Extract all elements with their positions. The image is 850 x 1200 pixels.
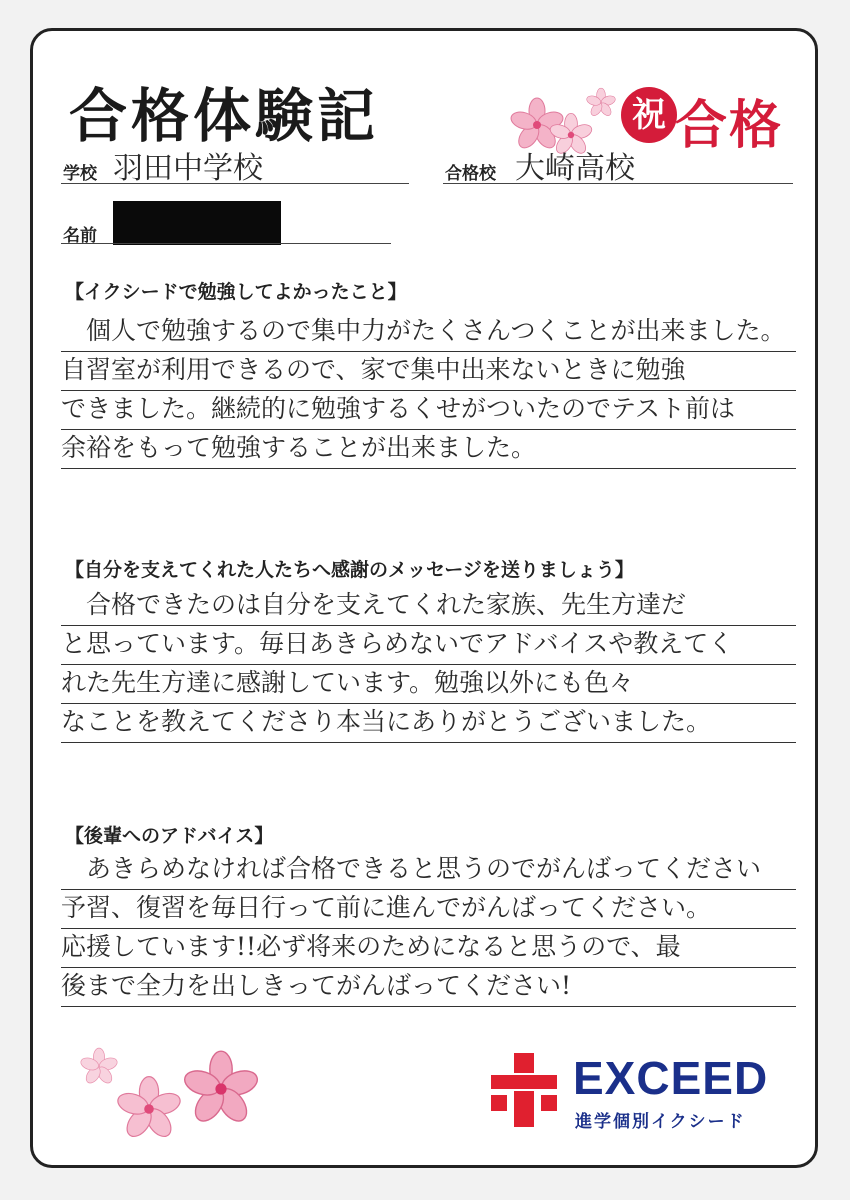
logo-subtitle: 進学個別イクシード bbox=[575, 1112, 746, 1132]
text-line: 合格できたのは自分を支えてくれた家族、先生方達だ bbox=[61, 587, 796, 626]
section-heading-thanks: 【自分を支えてくれた人たちへ感謝のメッセージを送りましょう】 bbox=[65, 559, 634, 581]
exceed-cross-icon bbox=[485, 1051, 563, 1129]
text-line: 余裕をもって勉強することが出来ました。 bbox=[61, 430, 796, 469]
passed-school-underline bbox=[443, 183, 793, 184]
text-line: できました。継続的に勉強するくせがついたのでテスト前は bbox=[61, 391, 796, 430]
testimonial-card bbox=[30, 28, 818, 1168]
section-heading-benefits: 【イクシードで勉強してよかったこと】 bbox=[65, 281, 407, 303]
name-label: 名前 bbox=[63, 226, 97, 246]
text-line: 後まで全力を出しきってがんばってください! bbox=[61, 968, 796, 1007]
text-line: 自習室が利用できるので、家で集中出来ないときに勉強 bbox=[61, 352, 796, 391]
advice-text bbox=[61, 851, 796, 1007]
logo-name: EXCEED bbox=[573, 1052, 769, 1104]
name-underline bbox=[61, 243, 391, 244]
sakura-footer-icon bbox=[69, 1037, 269, 1147]
text-line: れた先生方達に感謝しています。勉強以外にも色々 bbox=[61, 665, 796, 704]
text-line: 予習、復習を毎日行って前に進んでがんばってください。 bbox=[61, 890, 796, 929]
text-line: 個人で勉強するので集中力がたくさんつくことが出来ました。 bbox=[61, 313, 796, 352]
page-title: 合格体験記 bbox=[69, 82, 380, 150]
pass-label: 合格 bbox=[675, 96, 784, 156]
thanks-text bbox=[61, 587, 796, 743]
passed-school-value: 大崎高校 bbox=[515, 151, 635, 186]
section-heading-advice: 【後輩へのアドバイス】 bbox=[65, 825, 274, 847]
text-line: と思っています。毎日あきらめないでアドバイスや教えてく bbox=[61, 626, 796, 665]
text-line: なことを教えてくださり本当にありがとうございました。 bbox=[61, 704, 796, 743]
benefits-text bbox=[61, 313, 796, 469]
school-label: 学校 bbox=[63, 164, 97, 184]
text-line: あきらめなければ合格できると思うのでがんばってください bbox=[61, 851, 796, 890]
passed-school-label: 合格校 bbox=[445, 164, 496, 184]
exceed-logo bbox=[485, 1051, 795, 1131]
school-value: 羽田中学校 bbox=[113, 151, 263, 186]
text-line: 応援しています!!必ず将来のためになると思うので、最 bbox=[61, 929, 796, 968]
school-underline bbox=[61, 183, 409, 184]
redacted-name bbox=[113, 201, 281, 245]
celebration-mark: 祝 bbox=[621, 87, 677, 143]
